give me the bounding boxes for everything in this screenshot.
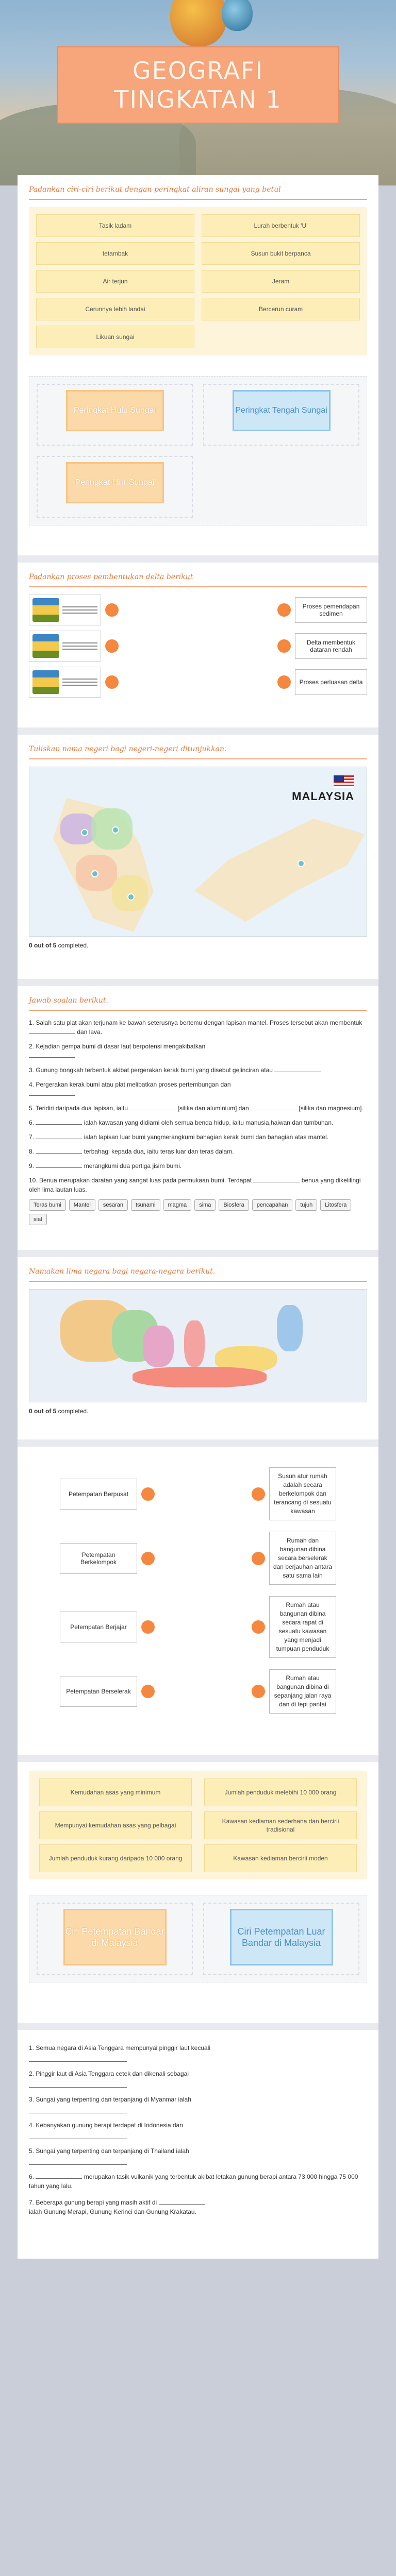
delta-diagram-card — [29, 595, 101, 625]
answer-blank[interactable] — [251, 1104, 297, 1110]
connector-dot[interactable] — [252, 1620, 265, 1634]
map-pin[interactable] — [127, 893, 135, 901]
connector-dot[interactable] — [252, 1487, 265, 1501]
word-chip[interactable]: Mantel — [69, 1199, 95, 1211]
answer-blank[interactable] — [129, 1104, 176, 1110]
settlement-type: Petempatan Berkelompok — [60, 1543, 137, 1574]
answer-blank[interactable] — [36, 1162, 82, 1168]
malaysia-flag-icon — [334, 775, 354, 788]
instruction: Tuliskan nama negeri bagi negeri-negeri ditunjukkan. — [29, 744, 367, 759]
section-settlement-features — [18, 1755, 378, 2023]
answer-blank[interactable] — [29, 1028, 75, 1034]
score-status: 0 out of 5 completed. — [29, 1408, 89, 1415]
chip-bank — [29, 1771, 367, 1879]
answer-blank[interactable] — [29, 2133, 127, 2139]
answer-blank[interactable] — [159, 2198, 205, 2205]
target-label-hulu: Peringkat Hulu Sungai — [66, 390, 164, 431]
word-chip[interactable]: tujuh — [295, 1199, 317, 1211]
question: 7. Beberapa gunung berapi yang masih aktif di ialah Gunung Merapi, Gunung Kerinci dan Gunung Krakatau. — [29, 2198, 367, 2216]
connector-dot[interactable] — [141, 1685, 155, 1698]
word-chip[interactable]: sial — [29, 1214, 47, 1225]
question: 4. Kebanyakan gunung berapi terdapat di Indonesia dan — [29, 2121, 367, 2139]
drag-chip[interactable]: Tasik ladam — [36, 214, 194, 237]
drag-chip[interactable]: Air terjun — [36, 270, 194, 293]
instruction: Jawab soalan berikut. — [29, 995, 367, 1011]
map-title: MALAYSIA — [292, 790, 354, 803]
settlement-description: Rumah atau bangunan dibina di sepanjang jalan raya dan di tepi pantai — [269, 1669, 336, 1714]
settlement-type: Petempatan Berpusat — [60, 1479, 137, 1510]
score-status: 0 out of 5 completed. — [29, 942, 89, 949]
map-pin[interactable] — [81, 829, 88, 836]
drop-target-tengah[interactable] — [203, 384, 359, 446]
drag-chip[interactable]: Jumlah penduduk melebihi 10 000 orang — [204, 1778, 357, 1806]
section-asean-questions — [18, 2023, 378, 2259]
delta-diagram-image — [32, 598, 59, 622]
connector-dot[interactable] — [252, 1552, 265, 1565]
word-chip[interactable]: Litosfera — [320, 1199, 351, 1211]
answer-blank[interactable] — [36, 1147, 82, 1154]
match-row — [29, 1596, 367, 1658]
drag-chip[interactable]: Bercerun curam — [202, 298, 360, 320]
section-settlement-matching — [18, 1439, 378, 1755]
section-questions — [18, 979, 378, 1250]
answer-blank[interactable] — [36, 1133, 82, 1139]
target-label-hilir: Peringkat Hilir Sungai — [66, 462, 164, 503]
question: 8. terbahagi kepada dua, iaitu teras luar dan teras dalam. — [29, 1148, 234, 1155]
connector-dot[interactable] — [277, 639, 291, 653]
target-label-luar-bandar: Ciri Petempatan Luar Bandar di Malaysia — [230, 1909, 333, 1965]
answer-box: Proses perluasan delta — [295, 669, 367, 695]
map-pin[interactable] — [91, 870, 98, 877]
section-malaysia-map — [18, 727, 378, 979]
drop-target-luar-bandar[interactable] — [203, 1903, 359, 1975]
word-chip[interactable]: tsunami — [131, 1199, 160, 1211]
connector-dot[interactable] — [105, 603, 119, 617]
word-chip[interactable]: pencapahan — [252, 1199, 293, 1211]
word-chip[interactable]: Teras bumi — [29, 1199, 66, 1211]
answer-blank[interactable] — [36, 1118, 82, 1125]
drag-chip[interactable]: Cerunnya lebih landai — [36, 298, 194, 320]
question: 2. Kejadian gempa bumi di dasar laut berpotensi mengakibatkan — [29, 1042, 367, 1060]
drag-chip[interactable]: Jeram — [202, 270, 360, 293]
connector-dot[interactable] — [277, 675, 291, 689]
map-pin[interactable] — [298, 860, 305, 867]
match-row — [29, 1532, 367, 1585]
answer-blank[interactable] — [36, 2173, 82, 2179]
settlement-description: Susun atur rumah adalah secara berkelompok dan terancang di sesuatu kawasan — [269, 1467, 336, 1520]
title-line-1: GEOGRAFI — [132, 57, 264, 84]
instruction: Padankan ciri-ciri berikut dengan peringkat aliran sungai yang betul — [29, 184, 367, 200]
question: 2. Pinggir laut di Asia Tenggara cetek dan dikenali sebagai — [29, 2069, 367, 2088]
question: 1. Semua negara di Asia Tenggara mempunyai pinggir laut kecuali — [29, 2043, 367, 2062]
delta-diagram-card — [29, 667, 101, 698]
drag-chip[interactable]: Jumlah penduduk kurang daripada 10 000 orang — [39, 1844, 192, 1872]
page-title — [57, 46, 339, 124]
question: 5. Teridiri daripada dua lapisan, iaitu [silika dan aluminium] dan [silika dan magnesium]. — [29, 1105, 364, 1112]
balloon-decoration — [170, 0, 227, 46]
answer-blank[interactable] — [253, 1176, 300, 1182]
word-bank — [29, 1199, 367, 1225]
settlement-type: Petempatan Berselerak — [60, 1676, 137, 1707]
connector-dot[interactable] — [141, 1552, 155, 1565]
answer-blank[interactable] — [29, 2056, 127, 2062]
word-chip[interactable]: magma — [163, 1199, 192, 1211]
drag-chip[interactable]: Kawasan kediaman bercirii moden — [204, 1844, 357, 1872]
question: 3. Sungai yang terpenting dan terpanjang di Myanmar ialah — [29, 2095, 367, 2113]
instruction: Padankan proses pembentukan delta berikut — [29, 572, 367, 587]
drop-target-bandar[interactable] — [37, 1903, 193, 1975]
connector-dot[interactable] — [141, 1620, 155, 1634]
question: 6. merupakan tasik vulkanik yang terbentuk akibat letakan gunung berapi antara 73 000 hingga 75 000 tahun yang lalu. — [29, 2173, 358, 2190]
target-label-bandar: Ciri Petempatan Bandar di Malaysia — [63, 1909, 167, 1965]
chip-bank — [29, 207, 367, 355]
drag-chip[interactable]: Susun bukit berpanca — [202, 242, 360, 265]
hero-banner — [0, 0, 396, 185]
connector-dot[interactable] — [277, 603, 291, 617]
question: 1. Salah satu plat akan terjunam ke bawah seterusnya bertemu dengan lapisan mantel. Proses tersebut akan membentuk dan lava. — [29, 1019, 362, 1036]
answer-box: Delta membentuk dataran rendah — [295, 633, 367, 659]
word-chip[interactable]: sima — [194, 1199, 216, 1211]
delta-diagram-image — [32, 670, 59, 694]
target-label-tengah: Peringkat Tengah Sungai — [233, 390, 331, 431]
drag-chip[interactable]: Likuan sungai — [36, 326, 194, 348]
answer-blank[interactable] — [29, 1052, 75, 1058]
delta-diagram-card — [29, 631, 101, 662]
map-pin[interactable] — [112, 826, 119, 834]
answer-blank[interactable] — [29, 1090, 75, 1096]
settlement-description: Rumah atau bangunan dibina secara rapat di sesuatu kawasan yang menjadi tumpuan penduduk — [269, 1596, 336, 1658]
match-row — [29, 667, 367, 698]
balloon-decoration — [222, 0, 253, 31]
drag-chip[interactable]: Lurah berbentuk 'U' — [202, 214, 360, 237]
drop-target-hulu[interactable] — [37, 384, 193, 446]
drag-chip[interactable]: Kemudahan asas yang minimum — [39, 1778, 192, 1806]
drop-zone — [29, 376, 367, 526]
malaysia-map — [29, 767, 367, 937]
answer-blank[interactable] — [29, 2081, 127, 2088]
delta-diagram-image — [32, 634, 59, 658]
title-line-2: TINGKATAN 1 — [114, 86, 282, 113]
connector-dot[interactable] — [141, 1487, 155, 1501]
question: 7. ialah lapisan luar bumi yangmerangkumi bahagian kerak bumi dan bahagian atas mantel. — [29, 1133, 328, 1141]
word-chip[interactable]: sesaran — [98, 1199, 128, 1211]
drag-chip[interactable]: Kawasan kediaman sederhana dan bercirii tradisional — [204, 1811, 357, 1839]
question: 10. Benua merupakan daratan yang sangat luas pada permukaan bumi. Terdapat benua yang dikelilingi oleh lima lautan luas. — [29, 1177, 361, 1193]
borneo-landmass — [194, 819, 365, 922]
question: 6. ialah kawasan yang didiami oleh semua benda hidup, iaitu manusia,haiwan dan tumbuhan. — [29, 1119, 334, 1126]
answer-box: Proses pemendapan sedimen — [295, 597, 367, 623]
answer-blank[interactable] — [29, 2107, 127, 2113]
answer-blank[interactable] — [29, 2159, 127, 2165]
question: 4. Pergerakan kerak bumi atau plat melibatkan proses pertembungan dan — [29, 1080, 367, 1098]
section-asean-map — [18, 1250, 378, 1439]
section-delta — [18, 555, 378, 727]
drag-chip[interactable]: Mempunyai kemudahan asas yang pelbagai — [39, 1811, 192, 1839]
southeast-asia-map — [29, 1289, 367, 1402]
drop-zone — [29, 1895, 367, 1982]
instruction: Namakan lima negara bagi negara-negara berikut. — [29, 1266, 367, 1282]
match-row — [29, 595, 367, 625]
word-chip[interactable]: Biosfera — [219, 1199, 249, 1211]
question: 5. Sungai yang terpenting dan terpanjang di Thailand ialah — [29, 2146, 367, 2165]
connector-dot[interactable] — [105, 639, 119, 653]
connector-dot[interactable] — [252, 1685, 265, 1698]
drag-chip[interactable]: tetambak — [36, 242, 194, 265]
question: 9. merangkumi dua pertiga jisim bumi. — [29, 1162, 182, 1170]
question: 3. Gunung bongkah terbentuk akibat pergerakan kerak bumi yang disebut gelinciran atau — [29, 1065, 367, 1075]
settlement-description: Rumah dan bangunan dibina secara berselerak dan berjauhan antara satu sama lain — [269, 1532, 336, 1585]
settlement-type: Petempatan Berjajar — [60, 1612, 137, 1642]
answer-blank[interactable] — [274, 1066, 321, 1072]
match-row — [29, 631, 367, 662]
match-row — [29, 1669, 367, 1714]
drop-target-hilir[interactable] — [37, 456, 193, 518]
match-row — [29, 1467, 367, 1520]
connector-dot[interactable] — [105, 675, 119, 689]
section-river-stages — [18, 175, 378, 555]
